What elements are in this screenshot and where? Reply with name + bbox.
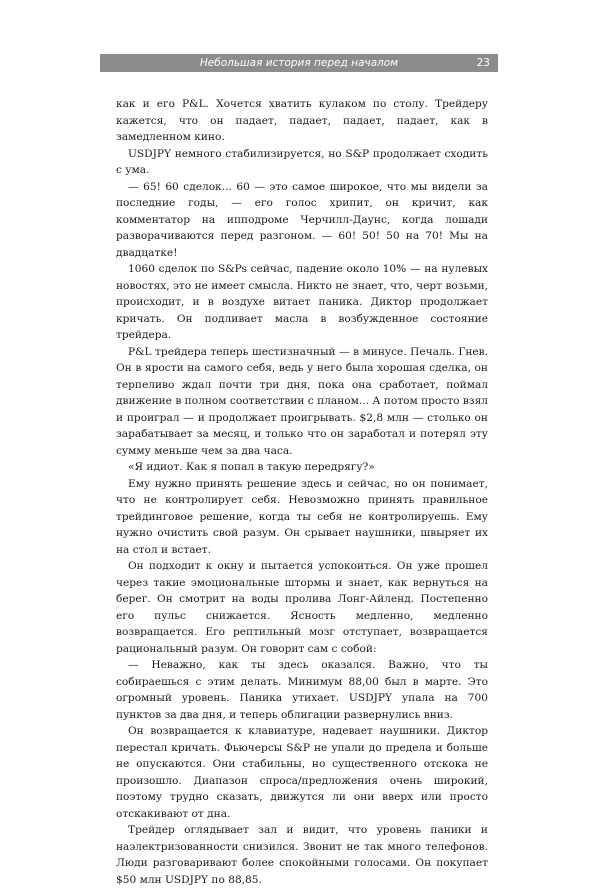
paragraph: — Неважно, как ты здесь оказался. Важно, что ты собираешься с этим делать. Минимум 88,00 был в марте. Это огромный уровень. Паника утихает. USDJPY упала на 700 пунктов за два дня, и теперь облигации развернулись вниз. [116, 659, 488, 721]
paragraph: USDJPY немного стабилизируется, но S&P продолжает сходить с ума. [116, 147, 488, 176]
paragraph: Он возвращается к клавиатуре, надевает наушники. Диктор перестал кричать. Фьючерсы S&P не упали до предела и больше не опускаются. Они стабильны, но существенного отскока не произошло. Диапазон спроса/предложения очень широкий, поэтому трудно сказать, движутся ли они вверх или просто отскакивают от дна. [116, 725, 488, 820]
body-text [116, 96, 488, 888]
paragraph: как и его P&L. Хочется хватить кулаком по столу. Трейдеру кажется, что он падает, падает, падает, падает, как в замедленном кино. [116, 98, 488, 143]
paragraph: 1060 сделок по S&Ps сейчас, падение около 10% — на нулевых новостях, это не имеет смысла. Никто не знает, что, черт возьми, происходит, и в воздухе витает паника. Диктор продолжает кричать. Он подливает масла в возбужденное состояние трейдера. [116, 263, 488, 341]
paragraph: — 65! 60 сделок... 60 — это самое широкое, что мы видели за последние годы, — его голос хрипит, он кричит, как комментатор на ипподроме Черчилл-Даунс, когда лошади разворачиваются перед разгоном. — 60! 50! 50 на 70! Мы на двадцатке! [116, 180, 488, 259]
paragraph: P&L трейдера теперь шестизначный — в минусе. Печаль. Гнев. Он в ярости на самого себя, ведь у него была хорошая сделка, он терпеливо ждал почти три дня, пока она сработает, поймал движение в полном соответствии с планом... А потом просто взял и проиграл — и продолжает проигрывать. $2,8 млн — столько он зарабатывает за месяц, и только что он заработал и потерял эту сумму меньше чем за два часа. [116, 345, 488, 457]
paragraph: «Я идиот. Как я попал в такую передрягу?» [128, 461, 375, 473]
chapter-title: Небольшая история перед началом [199, 57, 399, 69]
paragraph: Трейдер оглядывает зал и видит, что уровень паники и наэлектризованности снизился. Звонит не так много телефонов. Люди разговаривают более спокойными голосами. Он покупает $50 млн USDJPY по 88,85. [116, 824, 488, 886]
paragraph: Он подходит к окну и пытается успокоиться. Он уже прошел через такие эмоциональные штормы и знает, как вернуться на берег. Он смотрит на воды пролива Лонг-Айленд. Постепенно его пульс снижается. Ясность медленно, медленно возвращается. Его рептильный мозг отступает, возвращается рациональный разум. Он говорит сам с собой: [116, 560, 488, 655]
running-header [100, 54, 498, 72]
page-number: 23 [476, 57, 490, 69]
paragraph: Ему нужно принять решение здесь и сейчас, но он понимает, что не контролирует себя. Невозможно принять правильное трейдинговое решение, когда ты себя не контролируешь. Ему нужно очистить свой разум. Он срывает наушники, швыряет их на стол и встает. [116, 477, 488, 556]
